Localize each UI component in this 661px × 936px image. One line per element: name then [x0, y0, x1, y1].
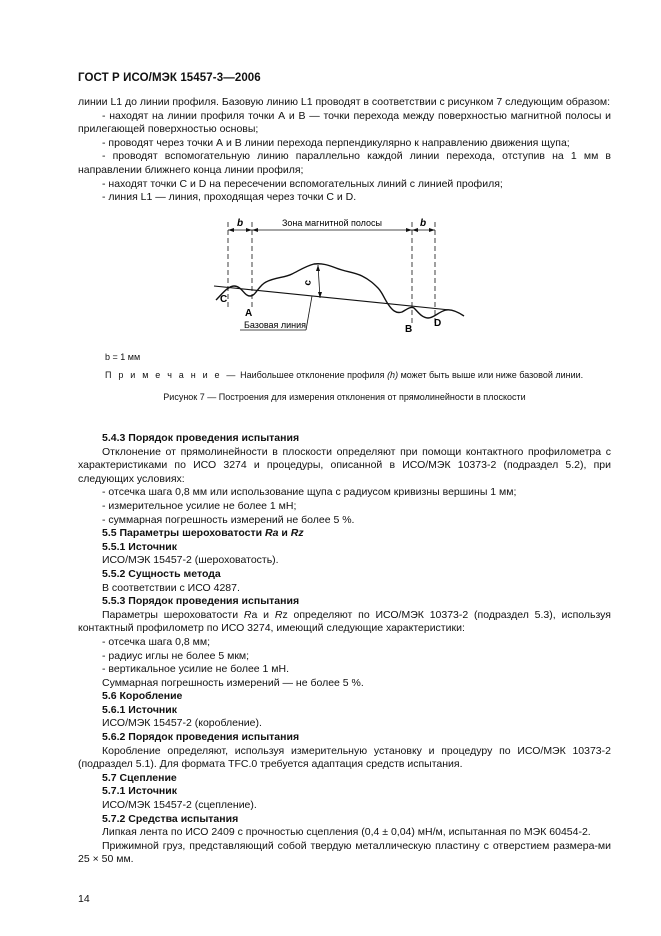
arrow-head: [316, 265, 320, 271]
deviation-label: с: [302, 279, 314, 287]
section-title: 5.4.3 Порядок проведения испытания: [102, 432, 300, 444]
list-item: - находят точки С и D на пересечении вспомогательных линий с линией профиля;: [102, 177, 503, 190]
text-run: и: [257, 608, 275, 621]
section-title: 5.7.2 Средства испытания: [102, 812, 239, 825]
section-title: 5.5.2 Сущность метода: [102, 567, 221, 580]
point-B-label: B: [405, 324, 413, 335]
ra-symbol: R: [243, 608, 252, 621]
point-D-label: D: [434, 318, 442, 329]
arrow-head: [228, 228, 234, 232]
page-number: 14: [78, 893, 90, 905]
paragraph: Липкая лента по ИСО 2409 с прочностью сцепления (0,4 ± 0,04) мН/м, испытанная по МЭК 60454-2.: [102, 826, 591, 839]
section-title: 5.5.3 Порядок проведения испытания: [102, 595, 300, 608]
ra-subscript: a: [251, 608, 258, 621]
sections-block: [78, 432, 611, 867]
section-title-text: 5.5 Параметры шероховатости: [102, 527, 266, 540]
note-h: (h): [387, 370, 399, 380]
document-header: ГОСТ Р ИСО/МЭК 15457-3—2006: [78, 72, 261, 84]
and-text: и: [278, 527, 291, 540]
list-item: - проводят через точки А и В линии перехода перпендикулярно к направлению движения щупа;: [102, 136, 570, 149]
arrow-head: [412, 228, 418, 232]
section-title: 5.6.1 Источник: [102, 703, 177, 716]
paragraph: Суммарная погрешность измерений — не более 5 %.: [102, 676, 364, 689]
b-left-label: b: [237, 218, 244, 229]
list-item: - отсечка шага 0,8 мм;: [102, 635, 210, 648]
ra-symbol: Ra: [265, 527, 279, 540]
note-text-1: Наибольшее отклонение профиля: [240, 370, 385, 380]
point-A-label: A: [245, 308, 253, 319]
arrow-head: [246, 228, 252, 232]
list-item: - суммарная погрешность измерений не более 5 %.: [102, 513, 355, 526]
b-right-label: b: [420, 218, 427, 229]
section-title: 5.6.2 Порядок проведения испытания: [102, 731, 300, 744]
section-title: 5.5.1 Источник: [102, 540, 177, 553]
base-line-leader: [306, 296, 312, 330]
rz-subscript: z: [282, 608, 288, 621]
list-item: - измерительное усилие не более 1 мН;: [102, 499, 297, 512]
paragraph: ИСО/МЭК 15457-2 (коробление).: [102, 717, 262, 730]
note-prefix: П р и м е ч а н и е —: [105, 370, 238, 380]
paragraph: Коробление определяют, используя измерительную установку и процедуру по ИСО/МЭК 10373-2 (подраздел 5.1). Для формата TFC.0 требуется адаптация средств испытания.: [78, 744, 611, 771]
rz-symbol: R: [274, 608, 283, 621]
section-title: 5.6 Коробление: [102, 690, 183, 703]
paragraph: [78, 609, 611, 636]
section-title: 5.7 Сцепление: [102, 771, 177, 784]
section-title: 5.7.1 Источник: [102, 785, 177, 798]
intro-paragraph: линии L1 до линии профиля. Базовую линию L1 проводят в соответствии с рисунком 7 следующим образом:: [78, 96, 611, 108]
zone-label: Зона магнитной полосы: [281, 218, 383, 228]
list-item: - линия L1 — линия, проходящая через точки С и D.: [102, 191, 357, 204]
base-line-L1: [214, 286, 450, 310]
paragraph: В соответствии с ИСО 4287.: [102, 581, 240, 594]
paragraph: ИСО/МЭК 15457-2 (сцепление).: [102, 799, 257, 812]
list-item: - отсечка шага 0,8 мм или использование щупа с радиусом кривизны вершины 1 мм;: [102, 486, 517, 499]
arrow-head: [429, 228, 435, 232]
text-run: определяют по ИСО/МЭК 10373-2 (подраздел 5.3), используя контактный профилометр по ИСО 3274, имеющий следующие характеристики:: [78, 608, 611, 635]
figure-caption: Рисунок 7 — Построения для измерения отклонения от прямолинейности в плоскости: [163, 392, 526, 402]
paragraph: Прижимной груз, представляющий собой твердую металлическую пластину с отверстием размера-ми 25 × 50 мм.: [78, 839, 611, 866]
list-item: - находят на линии профиля точки А и В — точки перехода между поверхностью магнитной полосы и прилегающей поверхностью основы;: [78, 109, 611, 136]
note-text-2: может быть выше или ниже базовой линии.: [400, 370, 584, 380]
arrow-head: [406, 228, 412, 232]
b-note: b = 1 мм: [105, 352, 141, 362]
paragraph: Отклонение от прямолинейности в плоскости определяют при помощи контактного профилометра с характеристиками по ИСО 3274 и процедуры, описанной в ИСО/МЭК 10373-2 (подраздел 5.2), при следующих условиях:: [78, 445, 611, 485]
figure-note: [105, 369, 583, 383]
text-run: Параметры шероховатости: [102, 608, 244, 621]
rz-symbol: Rz: [290, 527, 304, 540]
arrow-head: [252, 228, 258, 232]
section-title: [78, 527, 611, 541]
paragraph: ИСО/МЭК 15457-2 (шероховатость).: [102, 554, 279, 567]
list-item: - радиус иглы не более 5 мкм;: [102, 649, 250, 662]
figure-7-diagram: [200, 214, 470, 346]
profile-line: [216, 264, 464, 318]
list-item: - проводят вспомогательную линию параллельно каждой линии перехода, отступив на 1 мм в направлении ближнего конца линии профиля;: [78, 150, 611, 176]
base-line-label: Базовая линия: [244, 320, 307, 330]
list-item: - вертикальное усилие не более 1 мН.: [102, 663, 290, 676]
point-C-label: C: [220, 294, 228, 305]
intro-block: [78, 96, 611, 205]
